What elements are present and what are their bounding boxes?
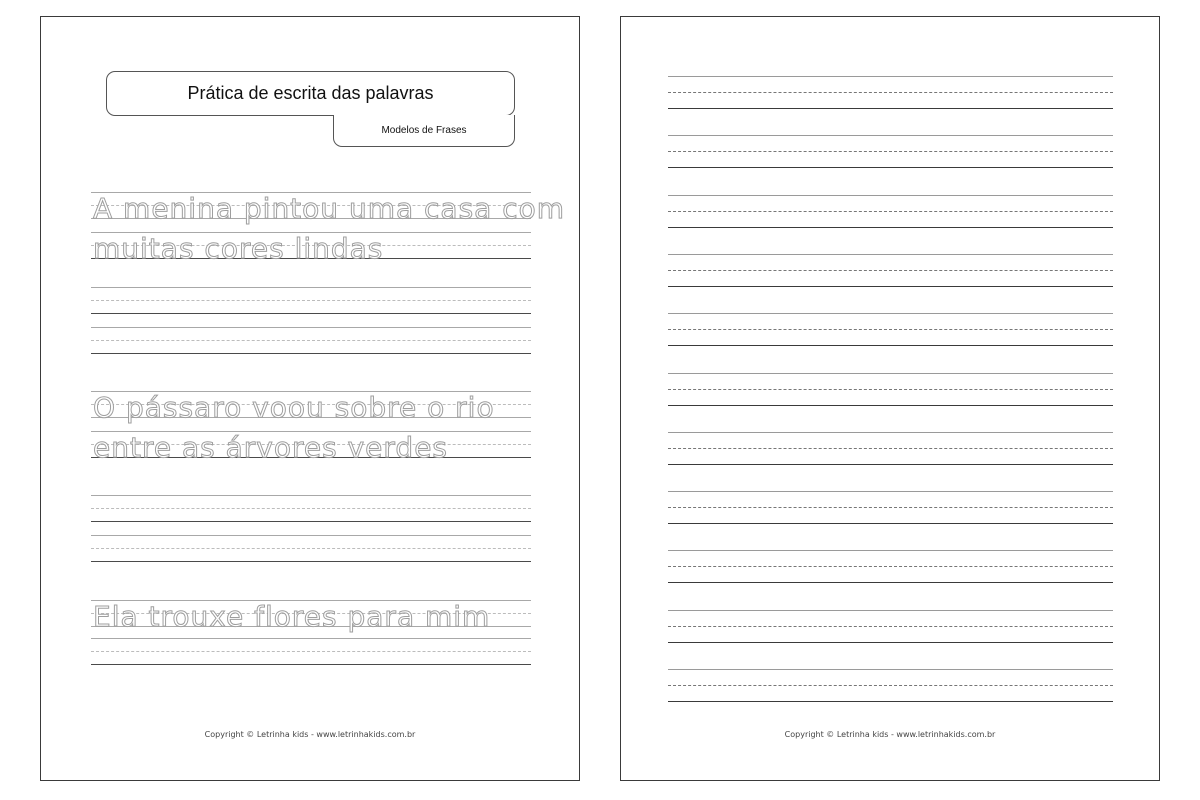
practice-line (668, 151, 1113, 152)
worksheet-title: Prática de escrita das palavras (106, 71, 515, 116)
copyright-text: Copyright © Letrinha kids - www.letrinhakids.com.br (204, 730, 416, 739)
trace-sentence-line: muitas cores lindas (93, 232, 384, 265)
copyright-text: Copyright © Letrinha kids - www.letrinhakids.com.br (784, 730, 996, 739)
practice-line (91, 508, 531, 509)
practice-line (668, 626, 1113, 627)
practice-line (668, 642, 1113, 643)
practice-line (668, 491, 1113, 492)
worksheet-page-left (40, 16, 580, 781)
practice-line (91, 353, 531, 354)
practice-line (91, 300, 531, 301)
practice-line (668, 566, 1113, 567)
practice-line (668, 389, 1113, 390)
practice-line (91, 313, 531, 314)
practice-line (91, 495, 531, 496)
practice-line (668, 345, 1113, 346)
practice-line (668, 669, 1113, 670)
practice-line (668, 313, 1113, 314)
trace-sentence-line: O pássaro voou sobre o rio (93, 391, 495, 424)
worksheet-subtitle: Modelos de Frases (333, 115, 515, 147)
practice-line (668, 582, 1113, 583)
practice-line (668, 167, 1113, 168)
trace-sentence-line: A menina pintou uma casa com (93, 192, 566, 225)
practice-line (668, 211, 1113, 212)
practice-line (668, 270, 1113, 271)
practice-line (668, 329, 1113, 330)
practice-line (91, 548, 531, 549)
practice-line (91, 561, 531, 562)
practice-line (91, 521, 531, 522)
trace-sentence-line: Ela trouxe flores para mim (93, 600, 491, 633)
practice-line (668, 227, 1113, 228)
practice-line (668, 286, 1113, 287)
practice-line (668, 195, 1113, 196)
practice-line (91, 327, 531, 328)
practice-line (668, 135, 1113, 136)
practice-line (91, 287, 531, 288)
trace-sentence-line: entre as árvores verdes (93, 431, 449, 464)
practice-line (91, 651, 531, 652)
practice-line (668, 432, 1113, 433)
practice-line (668, 405, 1113, 406)
practice-line (668, 448, 1113, 449)
worksheet-page-right (620, 16, 1160, 781)
practice-line (668, 685, 1113, 686)
practice-line (668, 507, 1113, 508)
practice-line (668, 701, 1113, 702)
practice-line (91, 340, 531, 341)
practice-line (668, 92, 1113, 93)
practice-line (668, 610, 1113, 611)
practice-line (668, 254, 1113, 255)
practice-line (668, 464, 1113, 465)
practice-line (668, 108, 1113, 109)
practice-line (668, 373, 1113, 374)
practice-line (668, 523, 1113, 524)
practice-line (668, 550, 1113, 551)
practice-line (91, 664, 531, 665)
practice-line (668, 76, 1113, 77)
practice-line (91, 535, 531, 536)
practice-line (91, 638, 531, 639)
